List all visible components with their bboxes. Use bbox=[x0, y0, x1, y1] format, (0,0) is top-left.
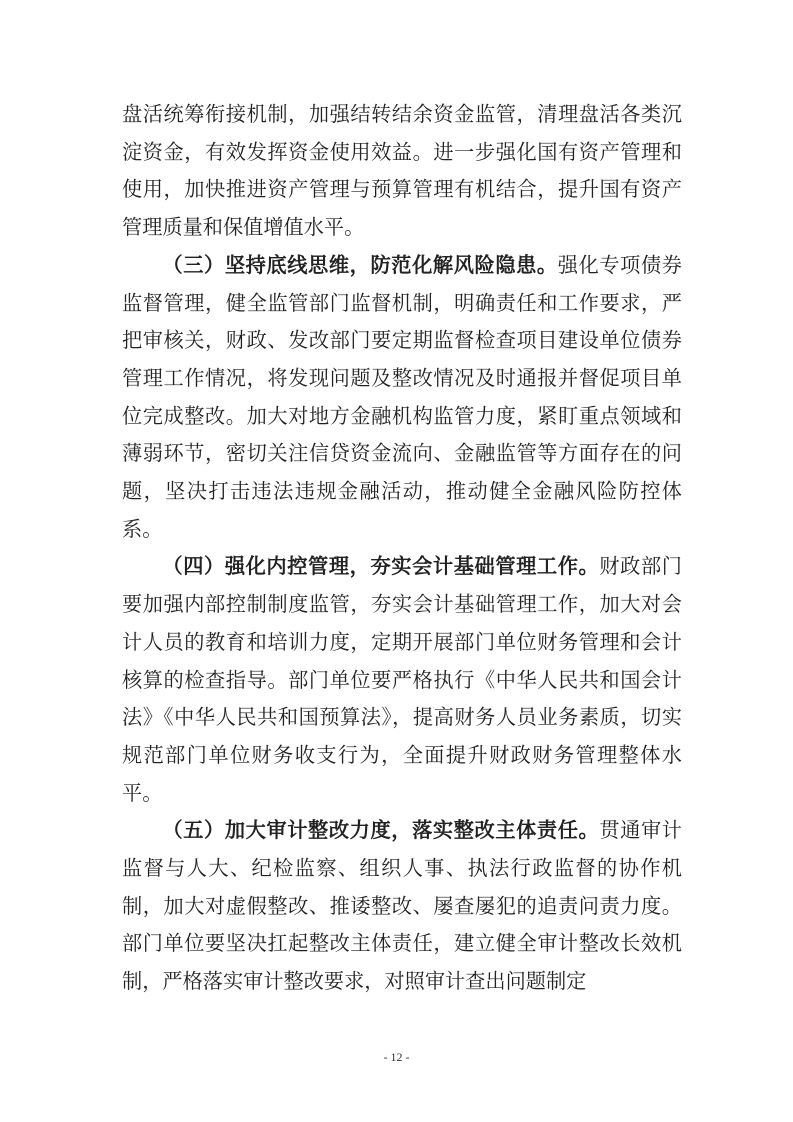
paragraph-section-4 bbox=[122, 548, 682, 812]
section-heading-4: （四）强化内控管理，夯实会计基础管理工作。 bbox=[162, 554, 600, 579]
paragraph-body: 盘活统筹衔接机制，加强结转结余资金监管，清理盘活各类沉淀资金，有效发挥资金使用效益。进一步强化国有资产管理和使用，加快推进资产管理与预算管理有机结合，提升国有资产管理质量和保值增值水平。 bbox=[122, 102, 682, 240]
paragraph-section-3 bbox=[122, 247, 682, 549]
section-heading-3: （三）坚持底线思维，防范化解风险隐患。 bbox=[162, 252, 558, 277]
paragraph-body: 贯通审计监督与人大、纪检监察、组织人事、执法行政监督的协作机制，加大对虚假整改、推诿整改、屡查屡犯的追责问责力度。部门单位要坚决扛起整改主体责任，建立健全审计整改长效机制，严格落实审计整改要求，对照审计查出问题制定 bbox=[122, 818, 682, 994]
section-heading-5: （五）加大审计整改力度，落实整改主体责任。 bbox=[162, 818, 600, 843]
paragraph-continued bbox=[122, 96, 682, 247]
paragraph-body: 财政部门要加强内部控制制度监管，夯实会计基础管理工作，加大对会计人员的教育和培训力度，定期开展部门单位财务管理和会计核算的检查指导。部门单位要严格执行《中华人民共和国会计法》《中华人民共和国预算法》，提高财务人员业务素质，切实规范部门单位财务收支行为，全面提升财政财务管理整体水平。 bbox=[122, 554, 682, 805]
document-body bbox=[122, 96, 682, 1001]
paragraph-section-5 bbox=[122, 812, 682, 1001]
paragraph-body: 强化专项债券监督管理，健全监管部门监督机制，明确责任和工作要求，严把审核关，财政、发改部门要定期监督检查项目建设单位债券管理工作情况，将发现问题及整改情况及时通报并督促项目单位完成整改。加大对地方金融机构监管力度，紧盯重点领域和薄弱环节，密切关注信贷资金流向、金融监管等方面存在的问题，坚决打击违法违规金融活动，推动健全金融风险防控体系。 bbox=[122, 252, 682, 541]
page-number: - 12 - bbox=[383, 1050, 410, 1064]
